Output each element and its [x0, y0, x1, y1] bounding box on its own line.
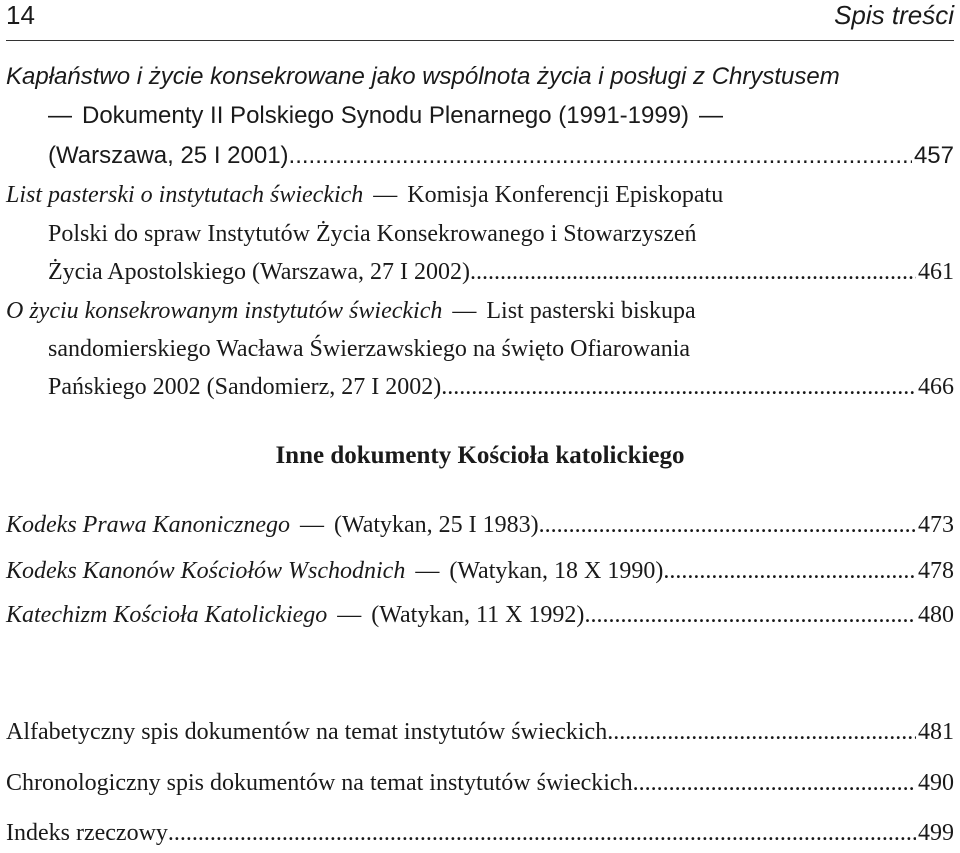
em-dash: — [337, 602, 362, 628]
entry-text: (Watykan, 25 I 1983) [333, 512, 539, 538]
running-title: Spis treści [834, 0, 954, 30]
entry-text: (Watykan, 11 X 1992) [371, 602, 585, 628]
index-label: Alfabetyczny spis dokumentów na temat instytutów świeckich [6, 719, 608, 745]
entry-text-group [6, 505, 539, 545]
entry-text-group [6, 595, 584, 635]
dot-leader [539, 505, 916, 545]
em-dash: — [452, 298, 477, 324]
section-heading: Inne dokumenty Kościoła katolickiego [275, 442, 685, 469]
entry-title: Kapłaństwo i życie konsekrowane jako wspólnota życia i posługi z Chrystusem [6, 63, 840, 90]
entry-title: Kodeks Kanonów Kościołów Wschodnich [6, 558, 406, 584]
page-ref: 466 [918, 374, 954, 400]
toc-entry-kkkw [6, 551, 954, 591]
page-ref: 461 [918, 259, 954, 285]
toc-entry-kpk [6, 505, 954, 545]
entry-title: Kodeks Prawa Kanonicznego [6, 512, 290, 538]
page-ref: 499 [918, 820, 954, 846]
dot-leader [584, 595, 916, 635]
em-dash: — [48, 102, 72, 129]
dot-leader [441, 367, 916, 407]
entry-text: Komisja Konferencji Episkopatu [407, 182, 724, 208]
entry-text: Dokumenty II Polskiego Synodu Plenarnego (1991-1999) [82, 102, 690, 129]
entry-text: Polski do spraw Instytutów Życia Konsekrowanego i Stowarzyszeń [48, 221, 697, 247]
page-ref: 481 [918, 719, 954, 745]
toc-entry-o-zyciu-title [6, 291, 954, 331]
page-ref: 457 [913, 142, 954, 169]
entry-text-group [6, 551, 663, 591]
toc-entry-synod-line2 [48, 96, 954, 136]
entry-text: List pasterski biskupa [486, 298, 696, 324]
page-ref: 473 [918, 512, 954, 538]
entry-title: List pasterski o instytutach świeckich [6, 182, 364, 208]
toc-entry-o-zyciu-line2 [48, 329, 954, 369]
page-ref: 490 [918, 770, 954, 796]
entry-text: sandomierskiego Wacława Świerzawskiego na święto Ofiarowania [48, 336, 691, 362]
toc-entry-synod-line3 [48, 136, 954, 176]
entry-text: Życia Apostolskiego (Warszawa, 27 I 2002) [48, 259, 470, 285]
em-dash: — [299, 512, 324, 538]
toc-entry-list-pasterski-line3 [48, 252, 954, 292]
page-ref: 480 [918, 602, 954, 628]
index-label: Indeks rzeczowy [6, 820, 168, 846]
em-dash: — [699, 102, 724, 129]
page-ref: 478 [918, 558, 954, 584]
toc-entry-synod-title [6, 57, 954, 97]
dot-leader [663, 551, 916, 591]
dot-leader [289, 136, 912, 176]
entry-title: Katechizm Kościoła Katolickiego [6, 602, 328, 628]
page-number: 14 [6, 0, 35, 30]
dot-leader [470, 252, 916, 292]
toc-entry-list-pasterski-title [6, 175, 954, 215]
toc-entry-list-pasterski-line2 [48, 214, 954, 254]
em-dash: — [415, 558, 440, 584]
toc-index-subject [6, 813, 954, 853]
dot-leader [607, 712, 916, 752]
dot-leader [633, 763, 916, 803]
dot-leader [168, 813, 916, 853]
toc-entry-o-zyciu-line3 [48, 367, 954, 407]
toc-index-chronological [6, 763, 954, 803]
index-label: Chronologiczny spis dokumentów na temat instytutów świeckich [6, 770, 633, 796]
entry-text: (Watykan, 18 X 1990) [449, 558, 664, 584]
toc-entry-kkk [6, 595, 954, 635]
em-dash: — [373, 182, 398, 208]
entry-text: (Warszawa, 25 I 2001) [48, 142, 289, 169]
entry-text: Pańskiego 2002 (Sandomierz, 27 I 2002) [48, 374, 442, 400]
toc-index-alphabetical [6, 712, 954, 752]
entry-title: O życiu konsekrowanym instytutów świeckich [6, 298, 443, 324]
table-of-contents [6, 0, 954, 853]
